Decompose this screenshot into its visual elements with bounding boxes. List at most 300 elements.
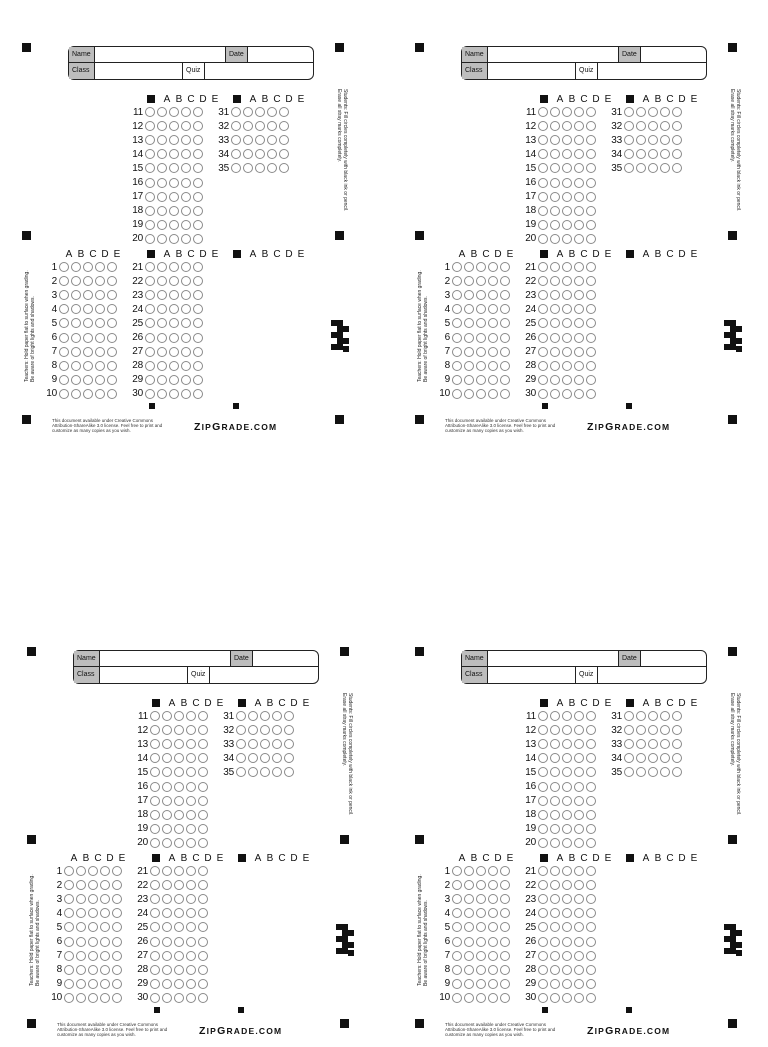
answer-bubble-d[interactable] <box>186 810 196 820</box>
answer-bubble-b[interactable] <box>464 318 474 328</box>
answer-bubble-b[interactable] <box>157 347 167 357</box>
answer-bubble-b[interactable] <box>157 149 167 159</box>
answer-bubble-c[interactable] <box>562 178 572 188</box>
answer-bubble-e[interactable] <box>107 276 117 286</box>
answer-bubble-d[interactable] <box>181 220 191 230</box>
answer-bubble-e[interactable] <box>586 796 596 806</box>
answer-bubble-e[interactable] <box>586 866 596 876</box>
answer-bubble-c[interactable] <box>562 304 572 314</box>
answer-bubble-e[interactable] <box>586 276 596 286</box>
answer-bubble-a[interactable] <box>64 866 74 876</box>
answer-bubble-e[interactable] <box>193 375 203 385</box>
answer-bubble-b[interactable] <box>243 163 253 173</box>
answer-bubble-c[interactable] <box>260 767 270 777</box>
answer-bubble-e[interactable] <box>586 951 596 961</box>
answer-bubble-d[interactable] <box>100 993 110 1003</box>
answer-bubble-d[interactable] <box>272 711 282 721</box>
answer-bubble-a[interactable] <box>145 262 155 272</box>
answer-bubble-c[interactable] <box>255 121 265 131</box>
answer-bubble-b[interactable] <box>636 163 646 173</box>
answer-bubble-d[interactable] <box>181 192 191 202</box>
answer-bubble-b[interactable] <box>248 767 258 777</box>
answer-bubble-d[interactable] <box>95 333 105 343</box>
class-field[interactable] <box>488 63 576 79</box>
answer-bubble-a[interactable] <box>452 908 462 918</box>
answer-bubble-e[interactable] <box>500 290 510 300</box>
answer-bubble-e[interactable] <box>586 121 596 131</box>
answer-bubble-b[interactable] <box>464 304 474 314</box>
answer-bubble-a[interactable] <box>452 937 462 947</box>
answer-bubble-b[interactable] <box>248 753 258 763</box>
answer-bubble-a[interactable] <box>236 753 246 763</box>
answer-bubble-c[interactable] <box>562 389 572 399</box>
answer-bubble-c[interactable] <box>562 922 572 932</box>
name-field[interactable] <box>100 651 231 667</box>
answer-bubble-d[interactable] <box>660 725 670 735</box>
answer-bubble-b[interactable] <box>71 361 81 371</box>
answer-bubble-a[interactable] <box>624 739 634 749</box>
answer-bubble-e[interactable] <box>500 318 510 328</box>
answer-bubble-c[interactable] <box>562 866 572 876</box>
answer-bubble-d[interactable] <box>181 178 191 188</box>
answer-bubble-b[interactable] <box>71 276 81 286</box>
answer-bubble-e[interactable] <box>500 375 510 385</box>
answer-bubble-a[interactable] <box>59 389 69 399</box>
answer-bubble-c[interactable] <box>169 107 179 117</box>
answer-bubble-e[interactable] <box>284 739 294 749</box>
answer-bubble-e[interactable] <box>586 234 596 244</box>
answer-bubble-a[interactable] <box>624 149 634 159</box>
answer-bubble-e[interactable] <box>279 121 289 131</box>
answer-bubble-c[interactable] <box>260 739 270 749</box>
answer-bubble-c[interactable] <box>562 318 572 328</box>
answer-bubble-e[interactable] <box>193 304 203 314</box>
answer-bubble-c[interactable] <box>255 135 265 145</box>
answer-bubble-d[interactable] <box>181 389 191 399</box>
answer-bubble-c[interactable] <box>476 318 486 328</box>
answer-bubble-a[interactable] <box>538 107 548 117</box>
answer-bubble-e[interactable] <box>193 149 203 159</box>
answer-bubble-d[interactable] <box>267 107 277 117</box>
answer-bubble-a[interactable] <box>624 135 634 145</box>
answer-bubble-e[interactable] <box>198 894 208 904</box>
answer-bubble-d[interactable] <box>574 725 584 735</box>
answer-bubble-c[interactable] <box>174 824 184 834</box>
answer-bubble-d[interactable] <box>267 135 277 145</box>
answer-bubble-d[interactable] <box>488 880 498 890</box>
answer-bubble-b[interactable] <box>162 838 172 848</box>
answer-bubble-e[interactable] <box>198 725 208 735</box>
answer-bubble-d[interactable] <box>574 796 584 806</box>
answer-bubble-a[interactable] <box>538 922 548 932</box>
answer-bubble-d[interactable] <box>574 866 584 876</box>
answer-bubble-d[interactable] <box>181 276 191 286</box>
answer-bubble-c[interactable] <box>562 107 572 117</box>
answer-bubble-c[interactable] <box>562 894 572 904</box>
answer-bubble-b[interactable] <box>550 894 560 904</box>
answer-bubble-a[interactable] <box>150 908 160 918</box>
answer-bubble-c[interactable] <box>83 389 93 399</box>
answer-bubble-a[interactable] <box>236 725 246 735</box>
answer-bubble-b[interactable] <box>157 107 167 117</box>
answer-bubble-e[interactable] <box>586 333 596 343</box>
answer-bubble-c[interactable] <box>562 711 572 721</box>
answer-bubble-a[interactable] <box>538 965 548 975</box>
answer-bubble-a[interactable] <box>538 753 548 763</box>
answer-bubble-a[interactable] <box>64 993 74 1003</box>
answer-bubble-e[interactable] <box>193 163 203 173</box>
answer-bubble-c[interactable] <box>83 304 93 314</box>
answer-bubble-d[interactable] <box>186 725 196 735</box>
answer-bubble-c[interactable] <box>83 333 93 343</box>
answer-bubble-c[interactable] <box>174 767 184 777</box>
answer-bubble-c[interactable] <box>562 206 572 216</box>
answer-bubble-b[interactable] <box>157 135 167 145</box>
answer-bubble-e[interactable] <box>672 121 682 131</box>
answer-bubble-c[interactable] <box>562 838 572 848</box>
answer-bubble-c[interactable] <box>174 894 184 904</box>
answer-bubble-a[interactable] <box>538 979 548 989</box>
answer-bubble-d[interactable] <box>488 290 498 300</box>
answer-bubble-b[interactable] <box>243 149 253 159</box>
answer-bubble-b[interactable] <box>550 979 560 989</box>
answer-bubble-e[interactable] <box>193 318 203 328</box>
answer-bubble-a[interactable] <box>145 192 155 202</box>
answer-bubble-c[interactable] <box>255 163 265 173</box>
answer-bubble-c[interactable] <box>648 739 658 749</box>
answer-bubble-e[interactable] <box>198 908 208 918</box>
answer-bubble-a[interactable] <box>150 810 160 820</box>
answer-bubble-a[interactable] <box>538 782 548 792</box>
answer-bubble-a[interactable] <box>538 192 548 202</box>
answer-bubble-d[interactable] <box>186 711 196 721</box>
answer-bubble-b[interactable] <box>550 810 560 820</box>
answer-bubble-d[interactable] <box>488 333 498 343</box>
answer-bubble-c[interactable] <box>174 979 184 989</box>
answer-bubble-e[interactable] <box>279 163 289 173</box>
answer-bubble-c[interactable] <box>562 290 572 300</box>
answer-bubble-b[interactable] <box>76 965 86 975</box>
answer-bubble-a[interactable] <box>538 908 548 918</box>
answer-bubble-e[interactable] <box>586 753 596 763</box>
answer-bubble-d[interactable] <box>574 333 584 343</box>
answer-bubble-e[interactable] <box>198 866 208 876</box>
answer-bubble-a[interactable] <box>624 107 634 117</box>
answer-bubble-c[interactable] <box>260 753 270 763</box>
date-field[interactable] <box>641 651 706 667</box>
answer-bubble-b[interactable] <box>71 347 81 357</box>
answer-bubble-d[interactable] <box>660 753 670 763</box>
answer-bubble-a[interactable] <box>452 276 462 286</box>
answer-bubble-e[interactable] <box>107 375 117 385</box>
answer-bubble-b[interactable] <box>550 951 560 961</box>
answer-bubble-a[interactable] <box>452 262 462 272</box>
answer-bubble-e[interactable] <box>107 347 117 357</box>
answer-bubble-c[interactable] <box>169 178 179 188</box>
answer-bubble-c[interactable] <box>476 908 486 918</box>
answer-bubble-c[interactable] <box>562 767 572 777</box>
answer-bubble-a[interactable] <box>231 163 241 173</box>
answer-bubble-e[interactable] <box>586 838 596 848</box>
answer-bubble-e[interactable] <box>586 767 596 777</box>
answer-bubble-b[interactable] <box>157 220 167 230</box>
answer-bubble-e[interactable] <box>198 767 208 777</box>
answer-bubble-b[interactable] <box>162 796 172 806</box>
answer-bubble-c[interactable] <box>476 389 486 399</box>
answer-bubble-e[interactable] <box>586 304 596 314</box>
answer-bubble-b[interactable] <box>636 767 646 777</box>
answer-bubble-a[interactable] <box>145 178 155 188</box>
answer-bubble-c[interactable] <box>476 979 486 989</box>
answer-bubble-d[interactable] <box>574 908 584 918</box>
answer-bubble-d[interactable] <box>660 149 670 159</box>
answer-bubble-d[interactable] <box>186 796 196 806</box>
answer-bubble-d[interactable] <box>488 375 498 385</box>
answer-bubble-e[interactable] <box>284 753 294 763</box>
answer-bubble-c[interactable] <box>260 725 270 735</box>
answer-bubble-d[interactable] <box>488 922 498 932</box>
answer-bubble-a[interactable] <box>538 206 548 216</box>
answer-bubble-a[interactable] <box>150 711 160 721</box>
answer-bubble-d[interactable] <box>186 880 196 890</box>
answer-bubble-e[interactable] <box>112 880 122 890</box>
answer-bubble-c[interactable] <box>476 304 486 314</box>
answer-bubble-e[interactable] <box>198 824 208 834</box>
answer-bubble-c[interactable] <box>562 965 572 975</box>
answer-bubble-e[interactable] <box>198 993 208 1003</box>
answer-bubble-c[interactable] <box>169 304 179 314</box>
answer-bubble-a[interactable] <box>231 121 241 131</box>
answer-bubble-b[interactable] <box>162 894 172 904</box>
answer-bubble-d[interactable] <box>181 361 191 371</box>
answer-bubble-c[interactable] <box>169 163 179 173</box>
answer-bubble-a[interactable] <box>538 262 548 272</box>
answer-bubble-a[interactable] <box>538 163 548 173</box>
answer-bubble-b[interactable] <box>464 880 474 890</box>
answer-bubble-e[interactable] <box>586 262 596 272</box>
answer-bubble-e[interactable] <box>198 810 208 820</box>
answer-bubble-d[interactable] <box>574 149 584 159</box>
answer-bubble-a[interactable] <box>452 993 462 1003</box>
date-field[interactable] <box>641 47 706 63</box>
answer-bubble-a[interactable] <box>538 894 548 904</box>
answer-bubble-d[interactable] <box>181 304 191 314</box>
answer-bubble-a[interactable] <box>538 178 548 188</box>
answer-bubble-e[interactable] <box>586 979 596 989</box>
answer-bubble-e[interactable] <box>500 866 510 876</box>
answer-bubble-d[interactable] <box>186 866 196 876</box>
answer-bubble-c[interactable] <box>174 922 184 932</box>
answer-bubble-e[interactable] <box>672 739 682 749</box>
answer-bubble-c[interactable] <box>174 937 184 947</box>
answer-bubble-c[interactable] <box>648 767 658 777</box>
answer-bubble-c[interactable] <box>476 922 486 932</box>
answer-bubble-b[interactable] <box>157 333 167 343</box>
answer-bubble-b[interactable] <box>157 276 167 286</box>
answer-bubble-a[interactable] <box>538 347 548 357</box>
answer-bubble-b[interactable] <box>636 121 646 131</box>
answer-bubble-e[interactable] <box>107 361 117 371</box>
answer-bubble-d[interactable] <box>186 739 196 749</box>
answer-bubble-c[interactable] <box>88 908 98 918</box>
answer-bubble-b[interactable] <box>550 937 560 947</box>
answer-bubble-b[interactable] <box>157 163 167 173</box>
answer-bubble-e[interactable] <box>586 107 596 117</box>
answer-bubble-e[interactable] <box>112 922 122 932</box>
answer-bubble-e[interactable] <box>672 135 682 145</box>
answer-bubble-d[interactable] <box>574 894 584 904</box>
answer-bubble-b[interactable] <box>243 135 253 145</box>
answer-bubble-b[interactable] <box>550 880 560 890</box>
answer-bubble-e[interactable] <box>193 333 203 343</box>
answer-bubble-b[interactable] <box>162 711 172 721</box>
answer-bubble-c[interactable] <box>648 753 658 763</box>
answer-bubble-b[interactable] <box>71 318 81 328</box>
answer-bubble-a[interactable] <box>538 711 548 721</box>
answer-bubble-b[interactable] <box>243 107 253 117</box>
answer-bubble-d[interactable] <box>186 979 196 989</box>
answer-bubble-a[interactable] <box>538 333 548 343</box>
answer-bubble-e[interactable] <box>500 922 510 932</box>
answer-bubble-a[interactable] <box>150 739 160 749</box>
answer-bubble-d[interactable] <box>574 375 584 385</box>
answer-bubble-d[interactable] <box>660 739 670 749</box>
answer-bubble-c[interactable] <box>174 810 184 820</box>
answer-bubble-c[interactable] <box>562 163 572 173</box>
answer-bubble-d[interactable] <box>267 121 277 131</box>
answer-bubble-a[interactable] <box>145 290 155 300</box>
answer-bubble-a[interactable] <box>150 894 160 904</box>
answer-bubble-d[interactable] <box>100 922 110 932</box>
answer-bubble-b[interactable] <box>464 908 474 918</box>
answer-bubble-e[interactable] <box>198 965 208 975</box>
answer-bubble-a[interactable] <box>452 304 462 314</box>
date-field[interactable] <box>253 651 318 667</box>
answer-bubble-d[interactable] <box>574 993 584 1003</box>
answer-bubble-d[interactable] <box>181 163 191 173</box>
answer-bubble-a[interactable] <box>150 880 160 890</box>
answer-bubble-c[interactable] <box>88 937 98 947</box>
answer-bubble-d[interactable] <box>488 951 498 961</box>
answer-bubble-d[interactable] <box>181 234 191 244</box>
answer-bubble-a[interactable] <box>452 361 462 371</box>
answer-bubble-a[interactable] <box>150 922 160 932</box>
answer-bubble-c[interactable] <box>169 206 179 216</box>
answer-bubble-b[interactable] <box>636 149 646 159</box>
answer-bubble-a[interactable] <box>452 965 462 975</box>
answer-bubble-e[interactable] <box>586 290 596 300</box>
answer-bubble-d[interactable] <box>488 979 498 989</box>
answer-bubble-d[interactable] <box>186 838 196 848</box>
answer-bubble-a[interactable] <box>538 824 548 834</box>
answer-bubble-c[interactable] <box>476 276 486 286</box>
answer-bubble-b[interactable] <box>464 290 474 300</box>
answer-bubble-d[interactable] <box>100 979 110 989</box>
answer-bubble-e[interactable] <box>500 276 510 286</box>
answer-bubble-a[interactable] <box>538 767 548 777</box>
answer-bubble-b[interactable] <box>550 149 560 159</box>
answer-bubble-b[interactable] <box>243 121 253 131</box>
answer-bubble-d[interactable] <box>181 318 191 328</box>
answer-bubble-b[interactable] <box>71 262 81 272</box>
answer-bubble-b[interactable] <box>157 375 167 385</box>
answer-bubble-e[interactable] <box>107 304 117 314</box>
answer-bubble-a[interactable] <box>59 361 69 371</box>
answer-bubble-a[interactable] <box>145 276 155 286</box>
answer-bubble-c[interactable] <box>174 838 184 848</box>
answer-bubble-e[interactable] <box>500 361 510 371</box>
answer-bubble-b[interactable] <box>636 739 646 749</box>
answer-bubble-d[interactable] <box>574 739 584 749</box>
answer-bubble-c[interactable] <box>562 753 572 763</box>
answer-bubble-d[interactable] <box>660 711 670 721</box>
answer-bubble-e[interactable] <box>193 135 203 145</box>
answer-bubble-a[interactable] <box>145 149 155 159</box>
answer-bubble-e[interactable] <box>112 894 122 904</box>
answer-bubble-e[interactable] <box>500 304 510 314</box>
answer-bubble-a[interactable] <box>452 866 462 876</box>
answer-bubble-c[interactable] <box>562 979 572 989</box>
answer-bubble-d[interactable] <box>574 347 584 357</box>
answer-bubble-b[interactable] <box>157 361 167 371</box>
answer-bubble-d[interactable] <box>574 922 584 932</box>
answer-bubble-e[interactable] <box>193 206 203 216</box>
answer-bubble-d[interactable] <box>574 810 584 820</box>
answer-bubble-d[interactable] <box>181 121 191 131</box>
answer-bubble-d[interactable] <box>100 908 110 918</box>
answer-bubble-e[interactable] <box>198 838 208 848</box>
answer-bubble-c[interactable] <box>88 894 98 904</box>
answer-bubble-c[interactable] <box>476 375 486 385</box>
answer-bubble-a[interactable] <box>150 937 160 947</box>
answer-bubble-a[interactable] <box>150 782 160 792</box>
answer-bubble-b[interactable] <box>162 767 172 777</box>
answer-bubble-b[interactable] <box>162 880 172 890</box>
answer-bubble-b[interactable] <box>157 389 167 399</box>
answer-bubble-b[interactable] <box>157 192 167 202</box>
answer-bubble-d[interactable] <box>574 937 584 947</box>
answer-bubble-d[interactable] <box>574 304 584 314</box>
answer-bubble-d[interactable] <box>574 178 584 188</box>
answer-bubble-e[interactable] <box>193 192 203 202</box>
answer-bubble-b[interactable] <box>162 866 172 876</box>
answer-bubble-e[interactable] <box>193 276 203 286</box>
answer-bubble-a[interactable] <box>624 163 634 173</box>
answer-bubble-a[interactable] <box>64 908 74 918</box>
answer-bubble-a[interactable] <box>538 149 548 159</box>
answer-bubble-b[interactable] <box>162 824 172 834</box>
answer-bubble-e[interactable] <box>586 178 596 188</box>
answer-bubble-e[interactable] <box>586 347 596 357</box>
answer-bubble-b[interactable] <box>162 753 172 763</box>
answer-bubble-c[interactable] <box>174 908 184 918</box>
answer-bubble-e[interactable] <box>112 937 122 947</box>
answer-bubble-c[interactable] <box>88 979 98 989</box>
answer-bubble-d[interactable] <box>95 304 105 314</box>
answer-bubble-e[interactable] <box>112 866 122 876</box>
answer-bubble-b[interactable] <box>162 725 172 735</box>
answer-bubble-d[interactable] <box>488 389 498 399</box>
answer-bubble-d[interactable] <box>100 880 110 890</box>
answer-bubble-a[interactable] <box>59 290 69 300</box>
answer-bubble-b[interactable] <box>550 361 560 371</box>
answer-bubble-e[interactable] <box>198 711 208 721</box>
answer-bubble-e[interactable] <box>500 951 510 961</box>
answer-bubble-e[interactable] <box>500 262 510 272</box>
answer-bubble-b[interactable] <box>550 220 560 230</box>
answer-bubble-e[interactable] <box>198 880 208 890</box>
answer-bubble-c[interactable] <box>88 880 98 890</box>
